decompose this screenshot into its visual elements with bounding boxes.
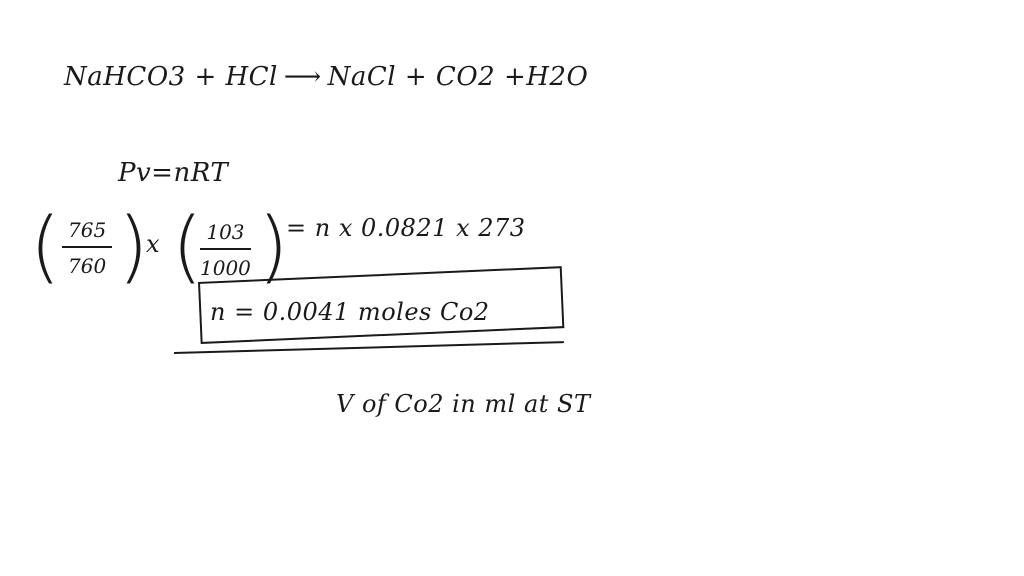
right-paren-1: ) bbox=[118, 202, 149, 292]
fraction-volume-denominator: 1000 bbox=[200, 256, 251, 280]
left-paren-2: ( bbox=[172, 202, 203, 292]
result-underline bbox=[174, 341, 564, 354]
reaction-products: NaCl + CO2 +H2O bbox=[327, 62, 589, 92]
fraction-volume-numerator: 103 bbox=[200, 220, 250, 250]
reaction-reactants: NaHCO3 + HCl bbox=[64, 62, 278, 92]
multiply-sign: x bbox=[146, 230, 160, 258]
result-moles: n = 0.0041 moles Co2 bbox=[210, 298, 490, 326]
calculation-right-side: = n x 0.0821 x 273 bbox=[286, 214, 526, 242]
fraction-pressure-denominator: 760 bbox=[68, 254, 107, 278]
fraction-pressure-numerator: 765 bbox=[62, 218, 112, 248]
gas-law-formula: Pv=nRT bbox=[118, 158, 229, 188]
left-paren-1: ( bbox=[30, 202, 61, 292]
reaction-equation bbox=[64, 64, 588, 90]
volume-question: V of Co2 in ml at ST bbox=[336, 390, 591, 418]
fraction-volume bbox=[200, 220, 251, 280]
right-paren-2: ) bbox=[258, 202, 289, 292]
reaction-arrow: ⟶ bbox=[283, 62, 322, 92]
fraction-pressure bbox=[62, 218, 112, 278]
